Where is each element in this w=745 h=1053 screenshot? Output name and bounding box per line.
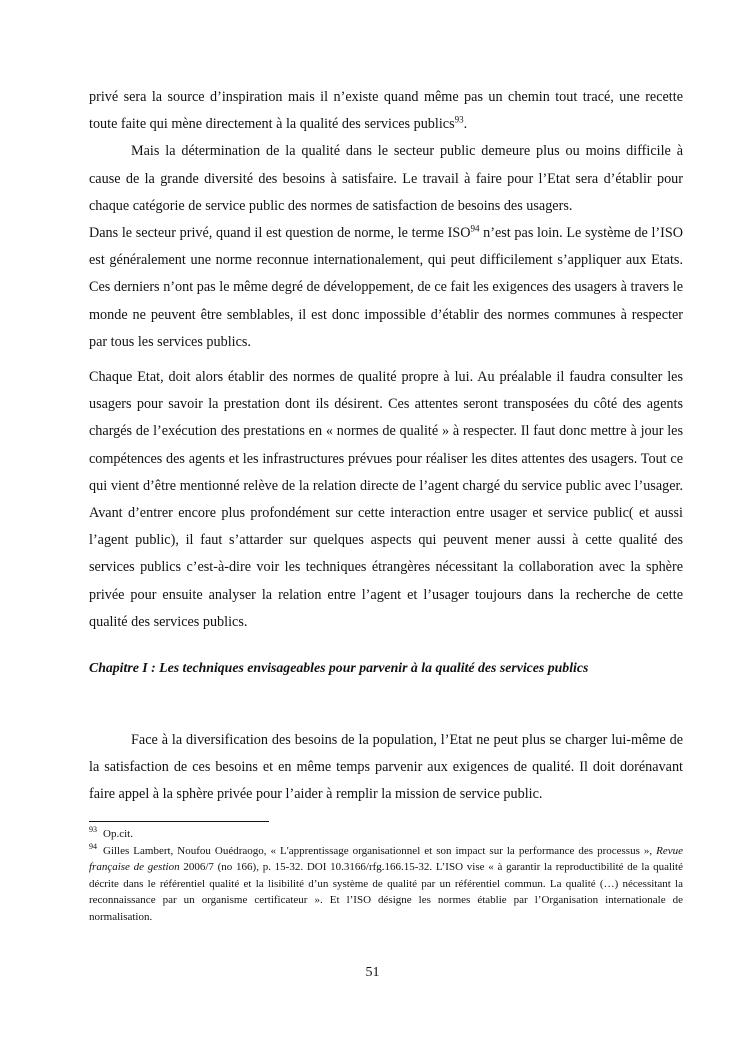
footnote-ref-93: 93	[454, 114, 464, 125]
footnotes	[89, 826, 683, 926]
footnote-94-text-before: Gilles Lambert, Noufou Ouédraogo, « L'apprentissage organisationnel et son impact sur la performance des processus »,	[103, 844, 657, 857]
paragraph-1	[89, 84, 683, 138]
footnote-93-text: Op.cit.	[103, 828, 133, 840]
body-text-top	[89, 84, 683, 636]
paragraph-2: Mais la détermination de la qualité dans le secteur public demeure plus ou moins difficile à cause de la grande diversité des besoins à satisfaire. Le travail à faire pour l’Etat sera d’établir pour chaque catégorie de service public des normes de satisfaction de besoins des usagers.	[89, 143, 683, 214]
paragraph-4: Chaque Etat, doit alors établir des normes de qualité propre à lui. Au préalable il faudra consulter les usagers pour savoir la prestation dont ils désirent. Ces attentes seront transposées du côté des agents chargés de l’exécution des prestations en « normes de qualité » à respecter. Il faut donc mettre à jour les compétences des agents et les infrastructures prévues pour réaliser les dites attentes des usagers. Tout ce qui vient d’être mentionné relève de la relation directe de l’agent chargé du service public avec l’usager. Avant d’entrer encore plus profondément sur cette interaction entre usager et service public( et aussi l’agent public), il faut s’attarder sur quelques aspects qui peuvent mener aussi à cette qualité des services publics c’est-à-dire voir les techniques étrangères nécessitant la collaboration avec la sphère privée pour ensuite analyser la relation entre l’agent et l’usager toujours dans la recherche de cette qualité des services publics.	[89, 369, 683, 630]
footnote-94-text-after: 2006/7 (no 166), p. 15-32. DOI 10.3166/rfg.166.15-32. L’ISO vise « à garantir la reproductibilité de la qualité décrite dans le référentiel qualité et la lisibilité d’un système de qualité par un référentiel commun. La qualité (…) nécessitant la reconnaissance par un organisme certificateur ». Et l’ISO désigne les normes établie par l’Organisation internationale de normalisation.	[89, 861, 683, 923]
paragraph-3-before: Dans le secteur privé, quand il est question de norme, le terme ISO	[89, 225, 471, 242]
footnote-93-number: 93	[89, 825, 97, 835]
paragraph-1-end: .	[463, 116, 468, 133]
body-text-bottom	[89, 727, 683, 809]
footnote-separator	[89, 821, 269, 822]
paragraph-3	[89, 220, 683, 356]
chapter-heading: Chapitre I : Les techniques envisageables pour parvenir à la qualité des services publics	[89, 660, 589, 675]
paragraph-5: Face à la diversification des besoins de la population, l’Etat ne peut plus se charger lui-même de la satisfaction de ces besoins et en même temps parvenir aux exigences de qualité. Il doit dorénavant faire appel à la sphère privée pour l’aider à remplir la mission de service public.	[89, 732, 683, 803]
footnote-94-journal: Revue française de gestion	[89, 844, 683, 874]
footnote-94-number: 94	[89, 841, 97, 851]
page-number: 51	[365, 965, 380, 980]
paragraph-1-text: privé sera la source d’inspiration mais il n’existe quand même pas un chemin tout tracé, une recette toute faite qui mène directement à la qualité des services publics	[89, 89, 683, 133]
footnote-94	[89, 843, 683, 926]
paragraph-3-after: n’est pas loin. Le système de l’ISO est généralement une norme reconnue internationalement, qui peut difficilement s’appliquer aux Etats. Ces derniers n’ont pas le même degré de développement, de ce fait les exigences des usagers à travers le monde ne peuvent être semblables, il est donc impossible d’établir des normes communes à respecter par tous les services publics.	[89, 225, 683, 350]
footnote-93	[89, 826, 683, 843]
footnote-ref-94: 94	[470, 223, 480, 234]
